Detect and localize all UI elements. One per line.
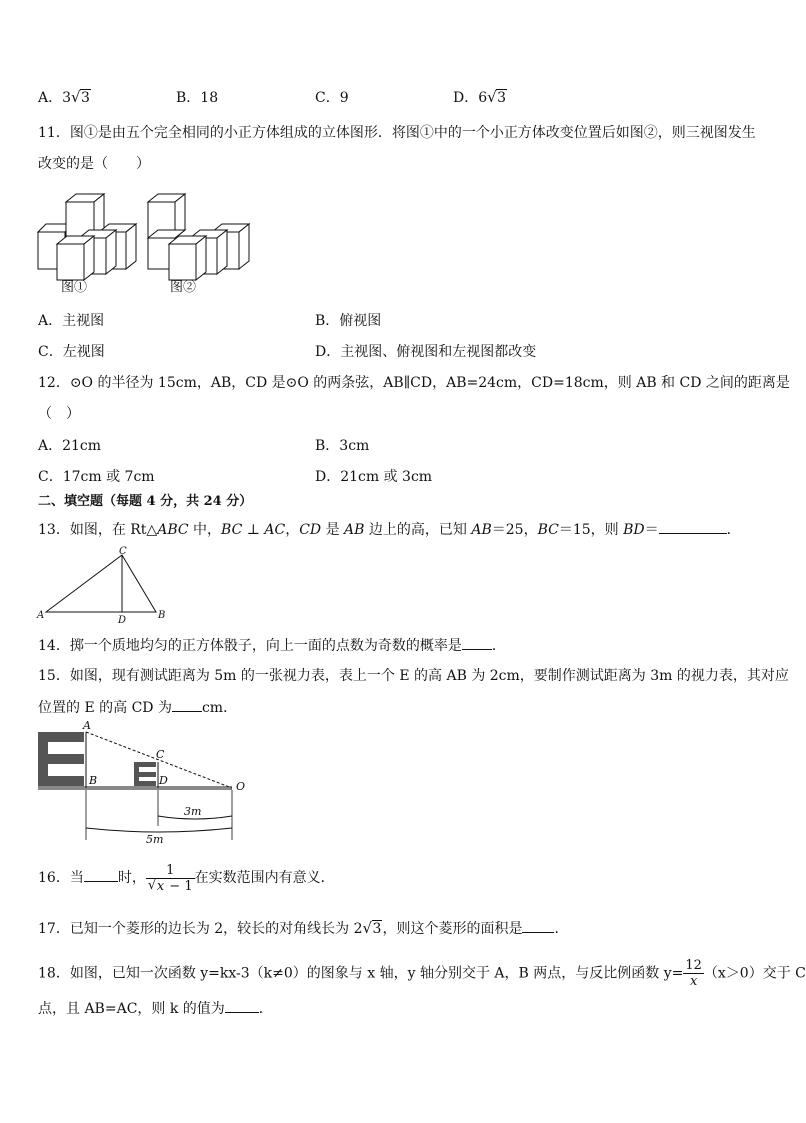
fraction: $\frac{12}{x}$ [685, 958, 702, 989]
ground-line [38, 786, 232, 790]
q10-options [38, 88, 91, 108]
q10-option-c: C．9 [315, 90, 349, 106]
q11-option-b: B．俯视图 [315, 313, 382, 329]
brace-5m [86, 828, 232, 832]
q15-stem-line2: 位置的 E 的高 CD 为 cm． [38, 697, 237, 718]
q10-option-a: A．3 √ 3 [38, 88, 90, 106]
q17-stem: 17．已知一个菱形的边长为 2，较长的对角线长为 2 √ 3，则这个菱形的面积是 ． [38, 919, 569, 937]
label-b: B [158, 610, 166, 621]
large-e-letter [38, 732, 84, 786]
q11-option-c: C．左视图 [38, 344, 105, 360]
label-c: C [156, 748, 165, 761]
sqrt-symbol: √ 3 [71, 88, 90, 106]
q15-vision-chart-figure [36, 718, 266, 848]
q16-stem: 16．当 时， 1 √ x − 1 在实数范围内有意义． [38, 862, 335, 894]
answer-blank[interactable] [84, 867, 118, 882]
label-d: D [159, 774, 168, 787]
answer-blank[interactable] [522, 918, 554, 933]
q12-option-d: D．21cm 或 3cm [315, 469, 433, 485]
label-d: D [118, 615, 127, 626]
sqrt-symbol: √ 3 [487, 88, 507, 106]
q11-stem-line1: 11．图①是由五个完全相同的小正方体组成的立体图形．将图①中的一个小正方体改变位置后如图②，则三视图发生 [38, 125, 756, 141]
q12-option-b: B．3cm [315, 438, 370, 454]
triangle-abc [46, 555, 156, 612]
q11-option-d: D．主视图、俯视图和左视图都改变 [315, 344, 537, 360]
q11-stem-line2: 改变的是（ ） [38, 156, 150, 172]
label-o: O [236, 780, 246, 793]
q10-option-d: D．6 √ 3 [453, 88, 507, 106]
section-title: 二、填空题（每题 4 分，共 24 分） [38, 494, 253, 509]
q10-option-b: B．18 [176, 90, 219, 106]
q15-stem-line1: 15．如图，现有测试距离为 5m 的一张视力表，表上一个 E 的高 AB 为 2cm，要制作测试距离为 3m 的视力表，其对应 [38, 668, 789, 684]
q13-stem: 13．如图，在 Rt△ABC 中，BC ⊥ AC，CD 是 AB 边上的高，已知 AB＝25，BC＝15，则 BD＝ ． [38, 519, 741, 540]
figure-2-caption: 图② [170, 280, 197, 295]
figure-2-cubes [148, 194, 249, 280]
q12-option-a: A．21cm [38, 438, 102, 454]
figure-1-caption: 图① [61, 280, 88, 295]
answer-blank[interactable] [659, 519, 727, 534]
q12-stem-line1: 12．⊙O 的半径为 15cm，AB，CD 是⊙O 的两条弦，AB∥CD，AB=24cm，CD=18cm，则 AB 和 CD 之间的距离是 [38, 375, 790, 391]
answer-blank[interactable] [172, 697, 202, 712]
label-3m: 3m [184, 805, 202, 818]
small-e-letter [134, 762, 156, 786]
fraction: 1 √ x − 1 [147, 862, 193, 894]
label-5m: 5m [146, 833, 164, 846]
q12-option-c: C．17cm 或 7cm [38, 469, 155, 485]
sqrt-symbol: √ 3 [362, 919, 382, 937]
figure-1-cubes [38, 194, 136, 280]
q12-stem-line2: （ ） [38, 406, 80, 422]
answer-blank[interactable] [462, 635, 492, 650]
label-a: A [37, 610, 45, 621]
q18-stem-line1: 18．如图，已知一次函数 y=kx-3（k≠0）的图象与 x 轴，y 轴分别交于 A，B 两点，与反比例函数 y= $\frac{12}{x}$ （x＞0）交于 C [38, 958, 806, 989]
label-a: A [83, 719, 91, 732]
label-c: C [119, 546, 127, 557]
q13-triangle-figure [36, 545, 176, 625]
q14-stem: 14．掷一个质地均匀的正方体骰子，向上一面的点数为奇数的概率是 ． [38, 635, 506, 656]
label-b: B [89, 774, 98, 787]
q11-option-a: A．主视图 [38, 313, 105, 329]
q18-stem-line2: 点，且 AB=AC，则 k 的值为 ． [38, 998, 273, 1019]
answer-blank[interactable] [225, 998, 259, 1013]
